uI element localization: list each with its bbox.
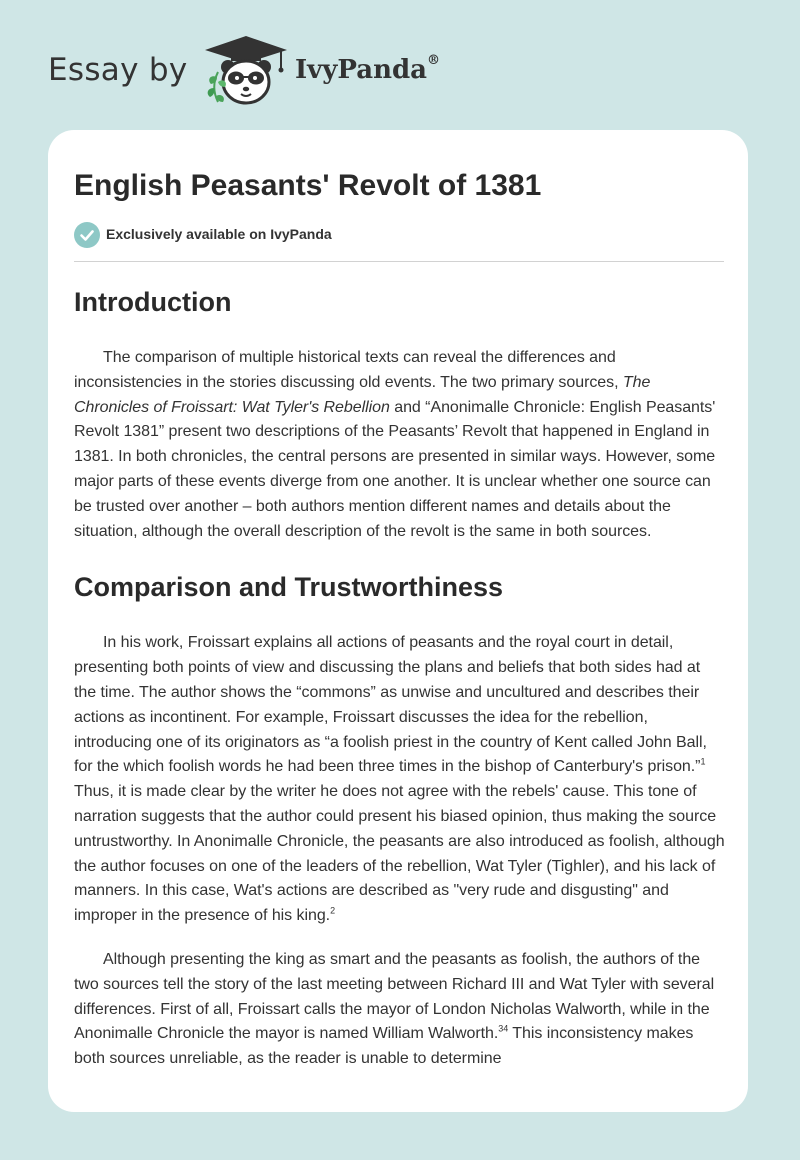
- footnote-ref-1[interactable]: 1: [700, 757, 706, 768]
- page-title: English Peasants' Revolt of 1381: [74, 169, 542, 202]
- title-divider: [74, 261, 724, 262]
- panda-mascot-icon: [201, 30, 291, 110]
- essay-card: [48, 130, 748, 1112]
- paragraph-comparison-1: In his work, Froissart explains all actions of peasants and the royal court in detail, presenting both points of view and discussing the plans and beliefs that both sides had at the time. The author shows the “commons” as unwise and uncultured and describes their actions as incontinent. For example, Froissart discusses the idea for the rebellion, introducing one of its originators as “a foolish priest in the country of Kent called John Ball, for the which foolish words he had been three times in the bishop of Canterbury's prison.”$^1$ Thus, it is made clear by the writer he does not agree with the rebels' cause. This tone of narration suggests that the author could present his biased opinion, thus making the source untrustworthy. In Anonimalle Chronicle, the peasants are also introduced as foolish, although the author focuses on one of the leaders of the rebellion, Wat Tyler (Tighler), and his lack of manners. In this case, Wat's actions are described as "very rude and disgusting" and improper in the presence of his king.$^2$: [74, 634, 725, 925]
- ivypanda-brand-logo[interactable]: [48, 30, 568, 110]
- source-title-froissart: The Chronicles of Froissart: Wat Tyler's Rebellion: [74, 373, 651, 416]
- section-heading-introduction: Introduction: [74, 287, 232, 317]
- brand-name: IvyPanda®: [295, 53, 441, 85]
- essay-content: [74, 278, 726, 1072]
- check-circle-icon: [74, 222, 100, 248]
- section-heading-comparison: Comparison and Trustworthiness: [74, 572, 504, 603]
- brand-prefix: Essay by: [48, 52, 188, 88]
- paragraph-comparison-2: Although presenting the king as smart and the peasants as foolish, the authors of the two sources tell the story of the last meeting between Richard III and Wat Tyler with several differences. First of all, Froissart calls the mayor of London Nicholas Walworth, while in the Anonimalle Chronicle the mayor is named William Walworth.$^{34}$ This inconsistency makes both sources unreliable, as the reader is unable to determine: [74, 950, 715, 1068]
- paragraph-introduction: The comparison of multiple historical texts can reveal the differences and inconsistencies in the stories discussing old events. The two primary sources, The Chronicles of Froissart: Wat Tyler's Rebellion and “Anonimalle Chronicle: English Peasants' Revolt 1381” present two descriptions of the Peasants’ Revolt that happened in England in 1381. In both chronicles, the central persons are presented in similar ways. However, some major parts of these events diverge from one another. It is unclear whether one source can be trusted over another – both authors mention different names and details about the situation, although the overall description of the revolt is the same in both sources.: [74, 349, 716, 540]
- footnote-ref-34[interactable]: 34: [498, 1024, 509, 1034]
- registered-mark: ®: [427, 53, 441, 68]
- footnote-ref-2[interactable]: 2: [330, 905, 336, 916]
- exclusive-label: Exclusively available on IvyPanda: [106, 226, 332, 242]
